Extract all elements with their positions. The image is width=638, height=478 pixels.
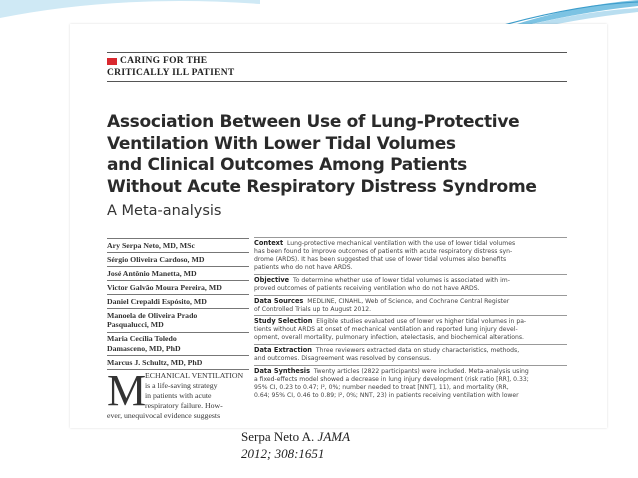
article-subtitle: A Meta-analysis: [107, 203, 222, 219]
abstract-heading: Data Synthesis: [254, 366, 310, 375]
section-tag-line2: CRITICALLY ILL PATIENT: [107, 68, 235, 78]
abstract-text: Twenty articles (2822 participants) were included. Meta-analysis using: [313, 367, 529, 375]
abstract-study-selection: [254, 315, 567, 344]
author-line: Pasqualucci, MD: [107, 320, 164, 329]
title-line: Ventilation With Lower Tidal Volumes: [107, 133, 456, 154]
abstract-data-synthesis: [254, 365, 567, 402]
abstract-data-sources: [254, 295, 567, 316]
citation-details: 2012; 308:1651: [241, 446, 325, 461]
abstract-text: 95% CI, 0.23 to 0.47; I², 0%; number needed to treat [NNT], 11), and mortality (RR,: [254, 383, 509, 391]
section-rule: [107, 81, 567, 82]
body-line: in patients with acute: [145, 391, 212, 400]
top-rule: [107, 52, 567, 53]
citation-journal: JAMA: [317, 429, 351, 444]
section-tag-line1: CARING FOR THE: [120, 56, 208, 66]
author: Ary Serpa Neto, MD, MSc: [107, 238, 249, 252]
abstract-text: proved outcomes of patients receiving ventilation who do not have ARDS.: [254, 284, 480, 292]
body-intro: [107, 366, 249, 427]
abstract-text: Eligible studies evaluated use of lower vs higher tidal volumes in pa-: [316, 318, 527, 326]
abstract-data-extraction: [254, 344, 567, 365]
author-list: [107, 238, 249, 370]
abstract-text: 0.64; 95% CI, 0.46 to 0.89; I², 0%; NNT, 23) in patients receiving ventilation with lower: [254, 392, 519, 399]
swoosh-top-left: [0, 0, 260, 18]
author: Daniel Crepaldi Espósito, MD: [107, 294, 249, 308]
author: Victor Galvão Moura Pereira, MD: [107, 280, 249, 294]
abstract-text: Three reviewers extracted data on study characteristics, methods,: [315, 347, 520, 355]
title-line: Without Acute Respiratory Distress Syndrome: [107, 176, 537, 197]
abstract-text: patients who do not have ARDS.: [254, 264, 353, 272]
author-line: Maria Cecília Toledo: [107, 334, 177, 343]
author: [107, 308, 249, 332]
body-line: is a life-saving strategy: [145, 381, 218, 390]
citation-author: Serpa Neto A.: [241, 429, 315, 444]
abstract: [254, 237, 567, 402]
abstract-text: and outcomes. Disagreement was resolved by consensus.: [254, 355, 432, 363]
section-marker-icon: [107, 58, 117, 65]
drop-cap: M: [107, 366, 147, 415]
body-line: ever, unequivocal evidence suggests: [107, 411, 221, 420]
author-line: Damasceno, MD, PhD: [107, 343, 181, 353]
abstract-context: [254, 237, 567, 274]
title-line: Association Between Use of Lung-Protective: [107, 112, 520, 132]
author: Sérgio Oliveira Cardoso, MD: [107, 252, 249, 266]
article-page: [107, 52, 567, 427]
abstract-text: opment, overall mortality, pulmonary infection, atelectasis, and biochemical alterations.: [254, 334, 524, 342]
abstract-heading: Context: [254, 239, 284, 247]
abstract-heading: Study Selection: [254, 317, 313, 326]
abstract-heading: Objective: [254, 275, 290, 284]
author: José Antônio Manetta, MD: [107, 266, 249, 280]
article-title: [107, 112, 567, 198]
abstract-heading: Data Extraction: [254, 346, 312, 355]
abstract-text: Lung-protective mechanical ventilation with the use of lower tidal volumes: [286, 240, 516, 247]
abstract-text: has been found to improve outcomes of patients with acute respiratory distress syn-: [254, 248, 513, 256]
abstract-heading: Data Sources: [254, 296, 304, 305]
body-line: respiratory failure. How-: [145, 401, 223, 410]
abstract-text: drome (ARDS). It has been suggested that use of lower tidal volumes also benefits: [254, 256, 507, 264]
section-tag: [107, 56, 235, 78]
abstract-objective: [254, 274, 567, 295]
body-line: ECHANICAL VENTILATION: [145, 371, 244, 380]
abstract-text: of Controlled Trials up to August 2012.: [254, 305, 372, 313]
title-line: and Clinical Outcomes Among Patients: [107, 155, 467, 175]
abstract-text: To determine whether use of lower tidal volumes is associated with im-: [293, 276, 510, 284]
author: [107, 332, 249, 356]
abstract-text: tients without ARDS at onset of mechanical ventilation and reported lung injury devel-: [254, 326, 518, 334]
abstract-text: MEDLINE, CINAHL, Web of Science, and Cochrane Central Register: [307, 297, 510, 305]
author-line: Manoela de Oliveira Prado: [107, 310, 198, 320]
citation: [241, 428, 350, 462]
abstract-text: a fixed-effects model showed a decrease in lung injury development (risk ratio [RR], 0.33;: [254, 375, 529, 383]
author: Marcus J. Schultz, MD, PhD: [107, 355, 249, 370]
